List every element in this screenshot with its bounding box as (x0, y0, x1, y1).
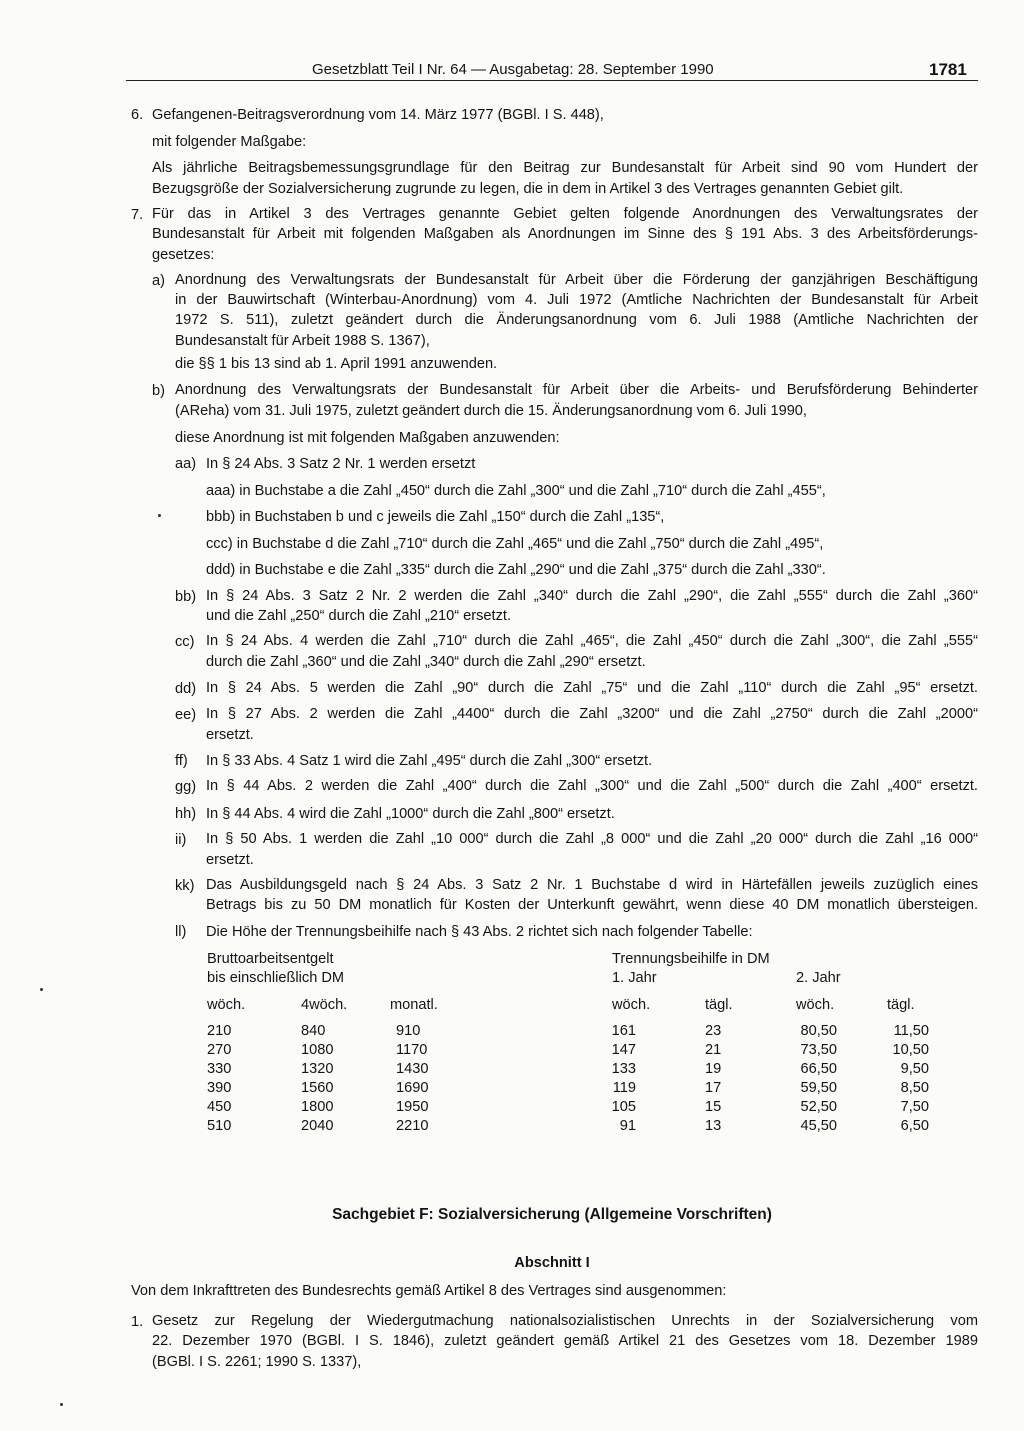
table-cell: 8,50 (900, 1080, 929, 1096)
col-header-y2-woech: wöch. (796, 997, 835, 1013)
item-aa-text: In § 24 Abs. 3 Satz 2 Nr. 1 werden ersetzt (206, 456, 476, 472)
item-ff-line1: In § 33 Abs. 4 Satz 1 wird die Zahl „495“ durch die Zahl „300“ ersetzt. (206, 753, 653, 769)
item-6-para-line2: Bezugsgröße der Sozialversicherung zugrunde zu legen, die in dem in Artikel 3 des Vertrages genannten Gebiet gilt. (152, 181, 904, 197)
page-header-title: Gesetzblatt Teil I Nr. 64 — Ausgabetag: 28. September 1990 (312, 61, 714, 78)
section-f-item-1-line1: Gesetz zur Regelung der Wiedergutmachung nationalsozialistischen Unrechts in der Sozialversicherung vom (152, 1313, 978, 1329)
item-6-para-line1: Als jährliche Beitragsbemessungsgrundlage für den Beitrag zur Bundesanstalt für Arbeit sind 90 vom Hundert der (152, 160, 978, 176)
item-ll-label: ll) (175, 924, 187, 940)
item-ii-line2: ersetzt. (206, 852, 254, 868)
col-header-woech: wöch. (207, 997, 246, 1013)
col-header-monatl: monatl. (390, 997, 438, 1013)
item-a-line2: in der Bauwirtschaft (Winterbau-Anordnung) vom 4. Juli 1972 (Amtliche Nachrichten der Bundesanstalt für Arbeit (175, 292, 978, 308)
scan-speck (60, 1403, 63, 1406)
item-a-line4: Bundesanstalt für Arbeit 1988 S. 1367), (175, 333, 430, 349)
item-dd-label: dd) (175, 681, 197, 697)
table-cell: 1950 (396, 1099, 429, 1115)
table-cell: 13 (705, 1118, 722, 1134)
item-ccc: ccc) in Buchstabe d die Zahl „710“ durch die Zahl „465“ und die Zahl „750“ durch die Zahl „495“, (206, 536, 824, 552)
table-cell: 1170 (396, 1042, 428, 1058)
table-group-right: Trennungsbeihilfe in DM (612, 951, 770, 967)
item-cc-label: cc) (175, 634, 195, 650)
item-gg-label: gg) (175, 779, 197, 795)
item-ee-label: ee) (175, 707, 197, 723)
item-bb-label: bb) (175, 589, 197, 605)
table-cell: 510 (207, 1118, 232, 1134)
item-bb-line2: und die Zahl „250“ durch die Zahl „210“ ersetzt. (206, 608, 512, 624)
item-ee-line1: In § 27 Abs. 2 werden die Zahl „4400“ durch die Zahl „3200“ und die Zahl „2750“ durch die Zahl „2000“ (206, 706, 978, 722)
section-f-item-1-number: 1. (131, 1314, 144, 1330)
table-cell: 1690 (396, 1080, 429, 1096)
item-a-label: a) (152, 273, 165, 289)
item-gg-line1: In § 44 Abs. 2 werden die Zahl „400“ durch die Zahl „300“ und die Zahl „500“ durch die Zahl „400“ ersetzt. (206, 778, 978, 794)
section-f-item-1-line3: (BGBl. I S. 2261; 1990 S. 1337), (152, 1354, 362, 1370)
item-7-line3: gesetzes: (152, 247, 215, 263)
item-7-number: 7. (131, 207, 144, 223)
table-cell: 840 (301, 1023, 326, 1039)
table-cell: 2210 (396, 1118, 429, 1134)
item-ll-line1: Die Höhe der Trennungsbeihilfe nach § 43 Abs. 2 richtet sich nach folgender Tabelle: (206, 924, 753, 940)
item-ii-label: ii) (175, 832, 187, 848)
table-cell: 45,50 (800, 1118, 837, 1134)
table-cell: 91 (619, 1118, 636, 1134)
table-cell: 6,50 (900, 1118, 929, 1134)
col-header-y2-taegl: tägl. (887, 997, 915, 1013)
table-cell: 330 (207, 1061, 232, 1077)
table-cell: 59,50 (800, 1080, 837, 1096)
table-cell: 19 (705, 1061, 722, 1077)
table-cell: 73,50 (800, 1042, 837, 1058)
scan-speck (40, 988, 43, 991)
item-6-number: 6. (131, 107, 144, 123)
item-6-proviso: mit folgender Maßgabe: (152, 134, 307, 150)
item-bbb: bbb) in Buchstaben b und c jeweils die Zahl „150“ durch die Zahl „135“, (206, 509, 665, 525)
item-dd-line1: In § 24 Abs. 5 werden die Zahl „90“ durch die Zahl „75“ und die Zahl „110“ durch die Zahl „95“ ersetzt. (206, 680, 978, 696)
table-cell: 1560 (301, 1080, 334, 1096)
table-cell: 270 (207, 1042, 232, 1058)
item-bb-line1: In § 24 Abs. 3 Satz 2 Nr. 2 werden die Zahl „340“ durch die Zahl „290“, die Zahl „555“ durch die Zahl „360“ (206, 588, 978, 604)
col-header-y1-taegl: tägl. (705, 997, 733, 1013)
table-cell: 7,50 (900, 1099, 929, 1115)
item-hh-line1: In § 44 Abs. 4 wird die Zahl „1000“ durch die Zahl „800“ ersetzt. (206, 806, 615, 822)
item-cc-line2: durch die Zahl „360“ und die Zahl „340“ durch die Zahl „290“ ersetzt. (206, 654, 646, 670)
table-cell: 1430 (396, 1061, 429, 1077)
item-7-line1: Für das in Artikel 3 des Vertrages genannte Gebiet gelten folgende Anordnungen des Verwaltungsrates der (152, 206, 978, 222)
table-cell: 119 (612, 1080, 636, 1096)
table-cell: 15 (705, 1099, 722, 1115)
table-cell: 52,50 (800, 1099, 837, 1115)
table-cell: 66,50 (800, 1061, 837, 1077)
table-group-left-line2: bis einschließlich DM (207, 970, 345, 986)
table-cell: 910 (396, 1023, 421, 1039)
item-aa-label: aa) (175, 456, 197, 472)
item-aaa: aaa) in Buchstabe a die Zahl „450“ durch die Zahl „300“ und die Zahl „710“ durch die Zahl „455“, (206, 483, 826, 499)
section-f-heading: Sachgebiet F: Sozialversicherung (Allgemeine Vorschriften) (332, 1206, 772, 1223)
item-ddd: ddd) in Buchstabe e die Zahl „335“ durch die Zahl „290“ und die Zahl „375“ durch die Zahl „330“. (206, 562, 826, 578)
table-cell: 80,50 (800, 1023, 837, 1039)
table-year2: 2. Jahr (796, 970, 841, 986)
item-7-line2: Bundesanstalt für Arbeit mit folgenden Maßgaben als Anordnungen im Sinne des § 191 Abs. 3 des Arbeitsförderungs- (152, 226, 978, 242)
item-b-line1: Anordnung des Verwaltungsrats der Bundesanstalt für Arbeit über die Arbeits- und Berufsförderung Behinderter (175, 382, 978, 398)
table-cell: 17 (705, 1080, 722, 1096)
table-cell: 105 (611, 1099, 636, 1115)
item-kk-line1: Das Ausbildungsgeld nach § 24 Abs. 3 Satz 2 Nr. 1 Buchstabe d wird in Härtefällen jeweils zuzüglich eines (206, 877, 978, 893)
table-cell: 450 (207, 1099, 232, 1115)
item-a-line5: die §§ 1 bis 13 sind ab 1. April 1991 anzuwenden. (175, 356, 498, 372)
table-cell: 1800 (301, 1099, 334, 1115)
table-cell: 21 (705, 1042, 722, 1058)
item-kk-label: kk) (175, 878, 195, 894)
item-b-line2: (AReha) vom 31. Juli 1975, zuletzt geändert durch die 15. Änderungsanordnung vom 6. Juli 1990, (175, 403, 807, 419)
table-cell: 210 (207, 1023, 232, 1039)
table-cell: 161 (611, 1023, 636, 1039)
table-group-left-line1: Bruttoarbeitsentgelt (207, 951, 334, 967)
table-cell: 1320 (301, 1061, 334, 1077)
item-b-line3: diese Anordnung ist mit folgenden Maßgaben anzuwenden: (175, 430, 560, 446)
section-f-item-1-line2: 22. Dezember 1970 (BGBl. I S. 1846), zuletzt geändert gemäß Artikel 21 des Gesetzes vom 18. Dezember 1989 (152, 1333, 978, 1349)
section-f-intro: Von dem Inkrafttreten des Bundesrechts gemäß Artikel 8 des Vertrages sind ausgenommen: (131, 1283, 727, 1299)
table-cell: 147 (611, 1042, 636, 1058)
item-hh-label: hh) (175, 806, 197, 822)
item-kk-line2: Betrags bis zu 50 DM monatlich für Kosten der Unterkunft gewährt, wenn diese 40 DM monatlich übersteigen. (206, 897, 978, 913)
section-f-subheading: Abschnitt I (514, 1255, 590, 1271)
page-number: 1781 (929, 60, 967, 79)
scan-speck (158, 514, 161, 517)
item-a-line3: 1972 S. 511), zuletzt geändert durch die Änderungsanordnung vom 6. Juli 1988 (Amtliche Nachrichten der (175, 312, 978, 328)
col-header-4woech: 4wöch. (301, 997, 348, 1013)
table-cell: 2040 (301, 1118, 334, 1134)
item-ff-label: ff) (175, 753, 188, 769)
table-cell: 9,50 (900, 1061, 929, 1077)
header-rule (126, 80, 978, 81)
table-cell: 390 (207, 1080, 232, 1096)
table-cell: 11,50 (893, 1023, 929, 1039)
item-b-label: b) (152, 383, 165, 399)
item-a-line1: Anordnung des Verwaltungsrats der Bundesanstalt für Arbeit über die Förderung der ganzjährigen Beschäftigung (175, 272, 978, 288)
table-cell: 23 (705, 1023, 722, 1039)
table-cell: 133 (611, 1061, 636, 1077)
item-ii-line1: In § 50 Abs. 1 werden die Zahl „10 000“ durch die Zahl „8 000“ und die Zahl „20 000“ durch die Zahl „16 000“ (206, 831, 978, 847)
table-cell: 1080 (301, 1042, 334, 1058)
col-header-y1-woech: wöch. (612, 997, 651, 1013)
item-cc-line1: In § 24 Abs. 4 werden die Zahl „710“ durch die Zahl „465“, die Zahl „450“ durch die Zahl „300“, die Zahl „555“ (206, 633, 978, 649)
table-year1: 1. Jahr (612, 970, 657, 986)
table-cell: 10,50 (892, 1042, 929, 1058)
item-6-title: Gefangenen-Beitragsverordnung vom 14. März 1977 (BGBl. I S. 448), (152, 107, 604, 123)
item-ee-line2: ersetzt. (206, 727, 254, 743)
